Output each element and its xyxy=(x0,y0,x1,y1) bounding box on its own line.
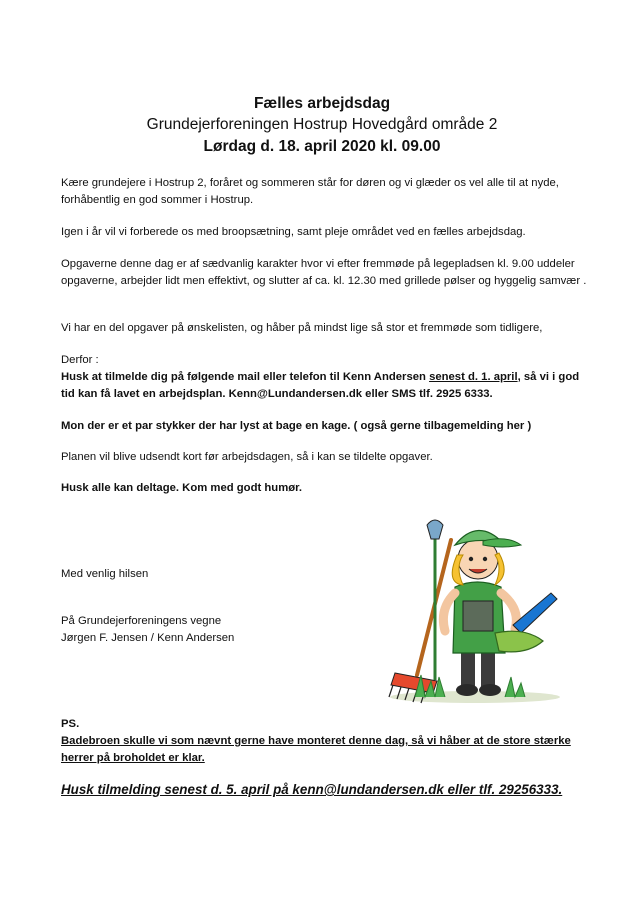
on-behalf: På Grundejerforeningens vegne xyxy=(61,615,222,627)
letter-subtitle: Grundejerforeningen Hostrup Hovedgård område 2 xyxy=(146,116,498,133)
cake-request: Mon der er et par stykker der har lyst at bage en kage. ( også gerne tilbagemelding her ) xyxy=(61,420,532,432)
derfor-label: Derfor : xyxy=(61,354,99,366)
regards: Med venlig hilsen xyxy=(61,568,149,580)
final-signup-reminder: Husk tilmelding senest d. 5. april på kenn@lundandersen.dk eller tlf. 29256333. xyxy=(61,782,563,797)
signatories: Jørgen F. Jensen / Kenn Andersen xyxy=(61,632,235,644)
event-date: Lørdag d. 18. april 2020 kl. 09.00 xyxy=(203,138,441,155)
signup-deadline: senest d. 1. april xyxy=(429,371,518,383)
plan-note: Planen vil blive udsendt kort før arbejdsdagen, så i kan se tildelte opgaver. xyxy=(61,451,433,463)
paragraph-wishlist: Vi har en del opgaver på ønskelisten, og håber på mindst lige så stor et fremmøde som tidligere, xyxy=(61,322,543,334)
paragraph-tasks: Opgaverne denne dag er af sædvanlig karakter hvor vi efter fremmøde på legepladsen kl. 9.00 uddeler opgaverne, arbejder lidt men effektivt, og slutter af ca. kl. 12.30 med grillede pølser og hyggelig samvær . xyxy=(61,258,587,287)
paragraph-intro: Kære grundejere i Hostrup 2, foråret og sommeren står for døren og vi glæder os vel alle til at nyde, forhåbentlig en god sommer i Hostrup. xyxy=(61,177,559,206)
ps-label: PS. xyxy=(61,718,80,730)
paragraph-preparation: Igen i år vil vi forberede os med broopsætning, samt pleje området ved en fælles arbejdsdag. xyxy=(61,226,526,238)
letter-header xyxy=(0,94,644,158)
humor-note: Husk alle kan deltage. Kom med godt humør. xyxy=(61,482,303,494)
signup-text-end: , så vi i god tid kan få lavet en arbejdsplan. Kenn@Lundandersen.dk eller SMS tlf. 2925 6333. xyxy=(61,371,580,400)
signup-paragraph xyxy=(61,369,591,403)
gardener-with-rake-icon xyxy=(375,505,570,705)
ps-text: Badebroen skulle vi som nævnt gerne have monteret denne dag, så vi håber at de store stærke herrer på broholdet er klar. xyxy=(61,735,571,764)
letter-title: Fælles arbejdsdag xyxy=(253,95,391,112)
signup-text-start: Husk at tilmelde dig på følgende mail eller telefon til Kenn Andersen xyxy=(61,371,430,383)
